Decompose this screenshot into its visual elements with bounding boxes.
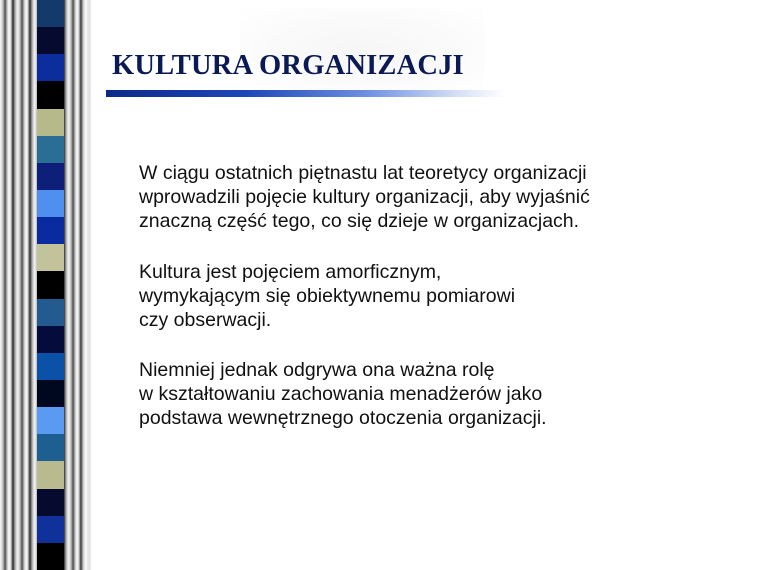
paragraph-role: Niemniej jednak odgrywa ona ważna rolę w kształtowaniu zachowania menadżerów jako podstawa wewnętrznego otoczenia organizacji.	[139, 359, 547, 429]
decorative-color-block	[37, 461, 64, 488]
decorative-color-block	[37, 353, 64, 380]
decorative-color-block	[37, 299, 64, 326]
decorative-color-block	[37, 244, 64, 271]
decorative-color-block	[37, 109, 64, 136]
decorative-color-block	[37, 54, 64, 81]
decorative-color-block	[37, 81, 64, 108]
decorative-color-block	[37, 163, 64, 190]
decorative-color-block	[37, 543, 64, 570]
decorative-color-block	[37, 27, 64, 54]
paragraph-amorphous: Kultura jest pojęciem amorficznym, wymykającym się obiektywnemu pomiarowi czy obserwacji.	[139, 261, 516, 331]
decorative-color-block	[37, 489, 64, 516]
stripe-fade	[80, 0, 92, 570]
slide-title: KULTURA ORGANIZACJI	[112, 50, 464, 81]
decorative-color-block	[37, 407, 64, 434]
decorative-color-blocks	[37, 0, 64, 570]
decorative-color-block	[37, 0, 64, 27]
decorative-color-block	[37, 516, 64, 543]
decorative-color-block	[37, 217, 64, 244]
decorative-color-block	[37, 434, 64, 461]
decorative-color-block	[37, 380, 64, 407]
decorative-color-block	[37, 136, 64, 163]
decorative-stripe-band	[0, 0, 92, 570]
paragraph-definition: W ciągu ostatnich piętnastu lat teoretycy organizacji wprowadzili pojęcie kultury organizacji, aby wyjaśnić znaczną część tego, co się dzieje w organizacjach.	[139, 162, 590, 232]
decorative-color-block	[37, 190, 64, 217]
decorative-color-block	[37, 271, 64, 298]
decorative-color-block	[37, 326, 64, 353]
title-underline	[106, 90, 506, 97]
